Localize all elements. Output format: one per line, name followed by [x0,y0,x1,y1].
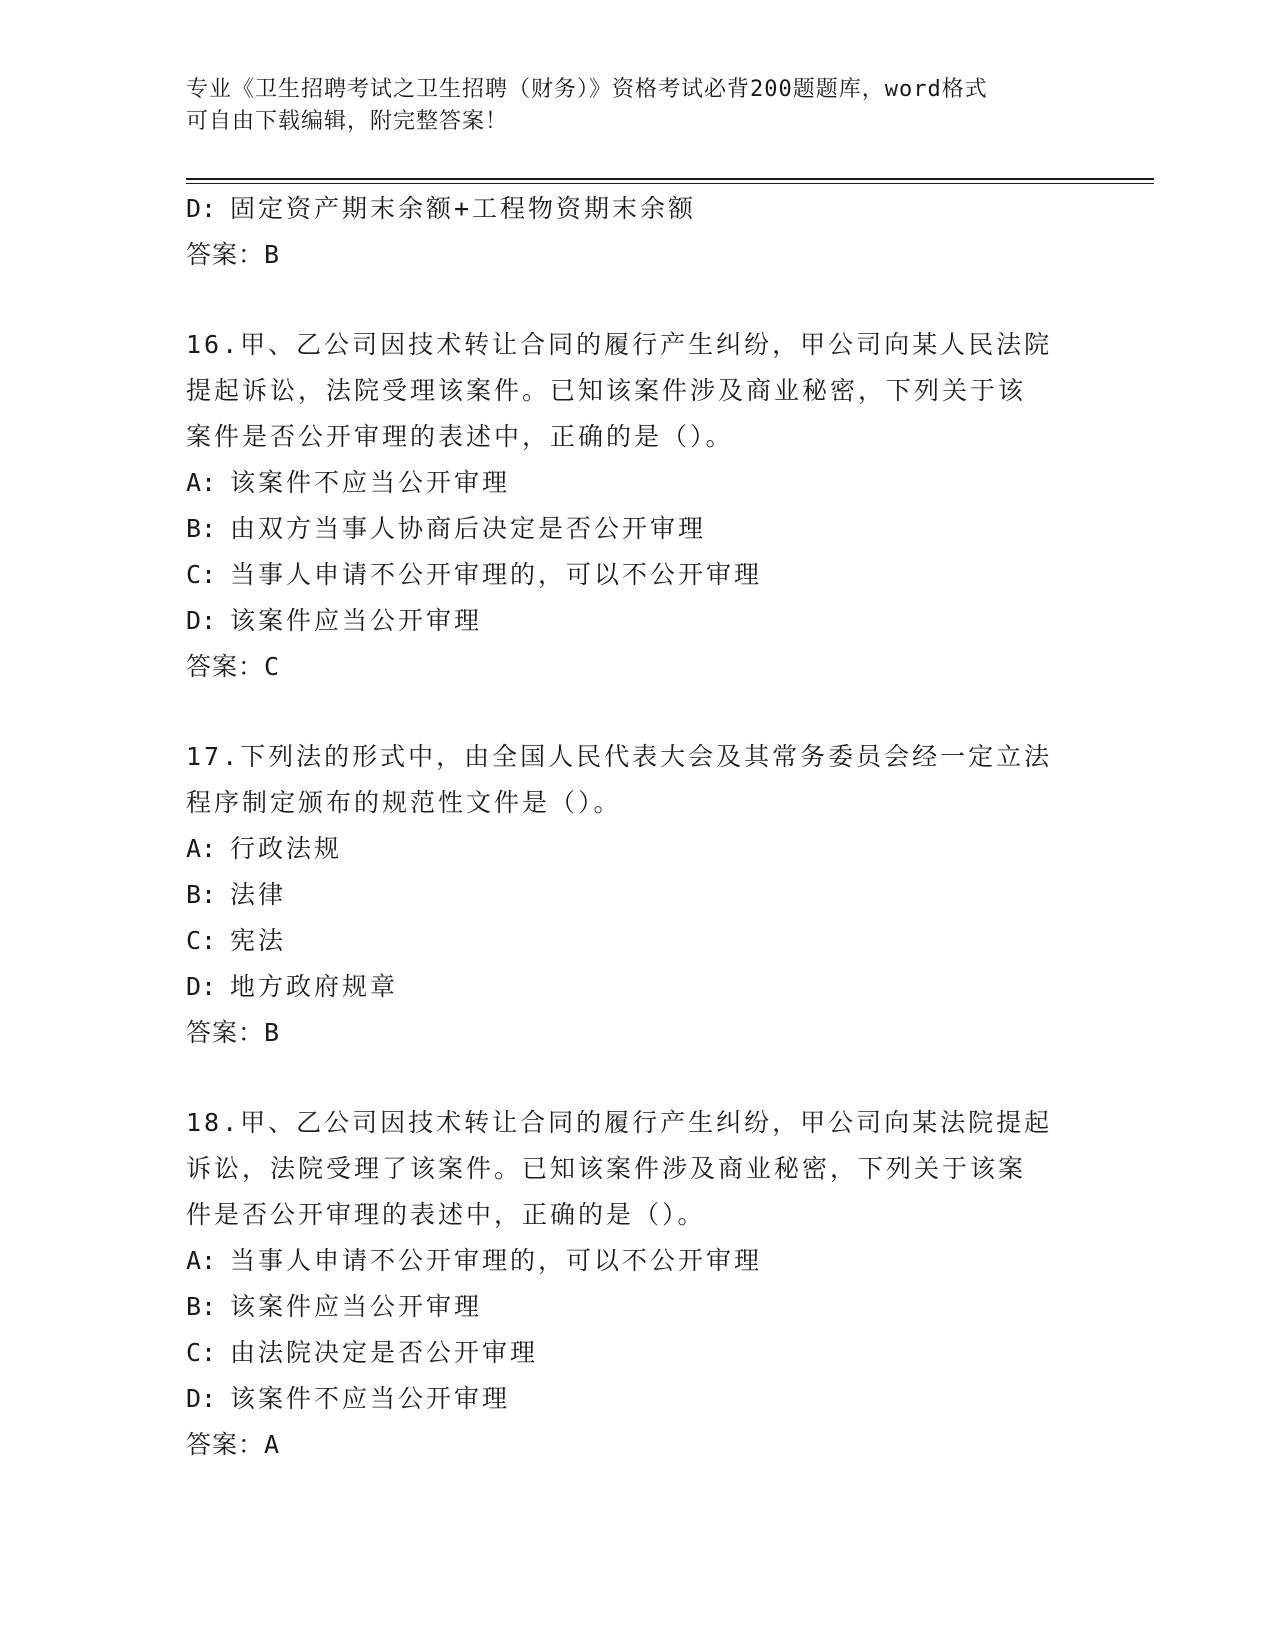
option-key: D: [186,606,217,635]
option-c [186,1330,1076,1376]
previous-question-fragment [186,186,1076,278]
question-stem-line: 17.下列法的形式中，由全国人民代表大会及其常务委员会经一定立法 [186,742,1053,771]
option-text: 行政法规 [230,834,343,863]
option-key: C: [186,560,217,589]
option-c [186,918,1076,964]
option-a [186,1238,1076,1284]
header-title-line-1: 专业《卫生招聘考试之卫生招聘（财务）》资格考试必背200题题库，word格式 [186,77,988,102]
option-text: 该案件不应当公开审理 [230,1384,511,1413]
option-d [186,598,1076,644]
answer-line: 答案：C [186,652,281,681]
option-key: C: [186,926,217,955]
option-key: D: [186,194,217,223]
option-text: 固定资产期末余额+工程物资期末余额 [230,194,697,223]
question-stem-line: 程序制定颁布的规范性文件是（）。 [186,788,622,817]
option-key: B: [186,1292,217,1321]
option-key: C: [186,1338,217,1367]
question-18 [186,1100,1076,1468]
option-key: A: [186,834,217,863]
option-text: 地方政府规章 [230,972,399,1001]
answer-line: 答案：B [186,240,281,269]
question-stem-line: 提起诉讼，法院受理该案件。已知该案件涉及商业秘密，下列关于该 [186,376,1027,405]
option-key: D: [186,1384,217,1413]
option-key: A: [186,1246,217,1275]
option-key: A: [186,468,217,497]
option-key: D: [186,972,217,1001]
option-text: 该案件应当公开审理 [230,606,483,635]
option-key: B: [186,514,217,543]
option-text: 法律 [230,880,287,909]
header-divider-thin [186,183,1154,184]
option-text: 由双方当事人协商后决定是否公开审理 [230,514,707,543]
header-divider-thick [186,178,1154,180]
option-a [186,826,1076,872]
answer-line: 答案：A [186,1430,281,1459]
question-stem-line: 诉讼，法院受理了该案件。已知该案件涉及商业秘密，下列关于该案 [186,1154,1027,1183]
option-d [186,186,1076,232]
question-stem-line: 件是否公开审理的表述中，正确的是（）。 [186,1200,706,1229]
option-text: 该案件不应当公开审理 [230,468,511,497]
option-c [186,552,1076,598]
option-key: B: [186,880,217,909]
option-d [186,1376,1076,1422]
question-stem-line: 18.甲、乙公司因技术转让合同的履行产生纠纷，甲公司向某法院提起 [186,1108,1053,1137]
question-16 [186,322,1076,690]
option-b [186,1284,1076,1330]
option-text: 宪法 [230,926,287,955]
question-17 [186,734,1076,1056]
option-text: 当事人申请不公开审理的，可以不公开审理 [230,560,763,589]
question-list [186,186,1076,1468]
question-stem-line: 16.甲、乙公司因技术转让合同的履行产生纠纷，甲公司向某人民法院 [186,330,1053,359]
option-text: 由法院决定是否公开审理 [230,1338,539,1367]
answer-line: 答案：B [186,1018,281,1047]
question-stem-line: 案件是否公开审理的表述中，正确的是（）。 [186,422,734,451]
option-b [186,872,1076,918]
option-d [186,964,1076,1010]
header-title-line-2: 可自由下载编辑，附完整答案！ [186,109,509,134]
page-header [186,74,1066,138]
option-a [186,460,1076,506]
option-text: 当事人申请不公开审理的，可以不公开审理 [230,1246,763,1275]
option-text: 该案件应当公开审理 [230,1292,483,1321]
option-b [186,506,1076,552]
